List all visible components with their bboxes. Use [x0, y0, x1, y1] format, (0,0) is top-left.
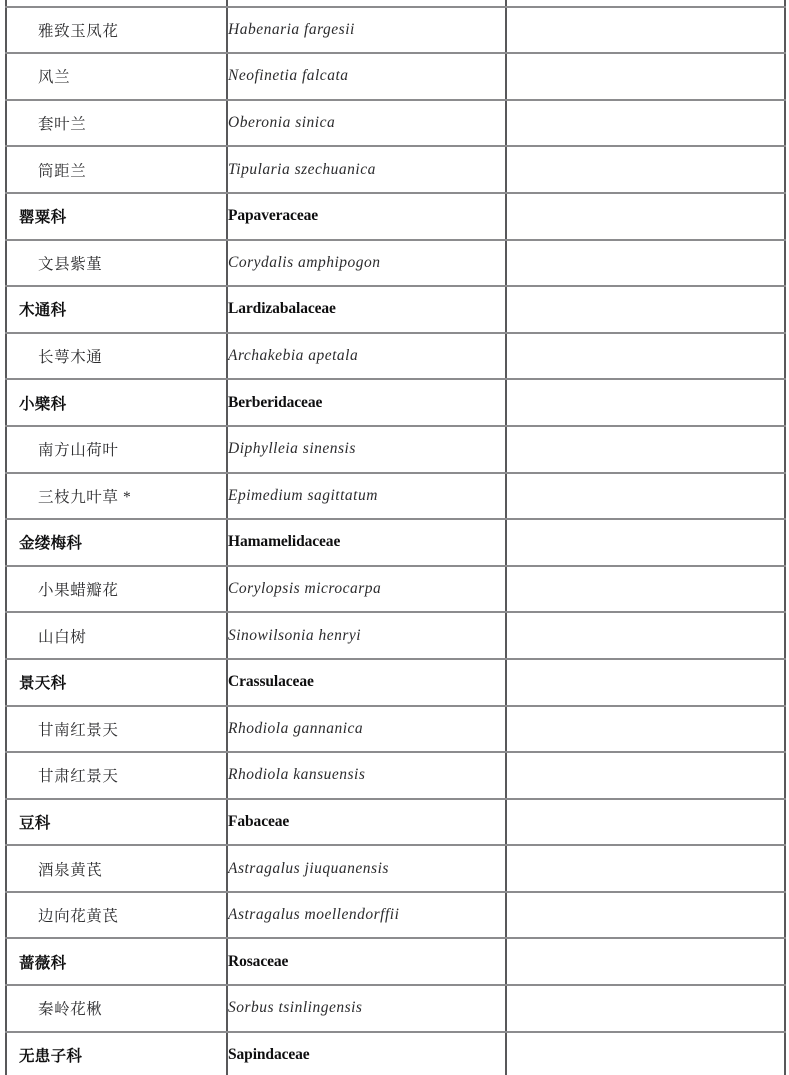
species-name-chinese: 南方山荷叶 [6, 426, 227, 473]
notes-cell [506, 100, 785, 147]
table-row-species [6, 566, 785, 613]
species-name-chinese: 秦岭花楸 [6, 985, 227, 1032]
notes-cell [506, 53, 785, 100]
family-name-latin: Lardizabalaceae [227, 286, 506, 333]
table-row-family [6, 379, 785, 426]
table-row-family [6, 659, 785, 706]
table-viewport [5, 0, 784, 1075]
family-name-latin: Fabaceae [227, 799, 506, 846]
species-name-latin: Corydalis amphipogon [227, 240, 506, 287]
species-name-latin: Sinowilsonia henryi [227, 612, 506, 659]
family-name-chinese: 小檗科 [6, 379, 227, 426]
species-name-chinese: 雅致玉凤花 [6, 7, 227, 54]
notes-cell [506, 146, 785, 193]
notes-cell [506, 519, 785, 566]
species-name-latin: Rhodiola gannanica [227, 706, 506, 753]
species-name-latin: Habenaria fargesii [227, 7, 506, 54]
table-row-species [6, 706, 785, 753]
species-name-latin: Archakebia apetala [227, 333, 506, 380]
notes-cell [506, 659, 785, 706]
species-name-latin: Tipularia szechuanica [227, 146, 506, 193]
table-row-species [6, 53, 785, 100]
notes-cell [506, 752, 785, 799]
table-cell-partial [227, 0, 506, 7]
table-row-species [6, 100, 785, 147]
table-row-species [6, 426, 785, 473]
table-row-family [6, 938, 785, 985]
family-name-latin: Berberidaceae [227, 379, 506, 426]
notes-cell [506, 333, 785, 380]
notes-cell [506, 845, 785, 892]
notes-cell [506, 193, 785, 240]
notes-cell [506, 706, 785, 753]
species-name-chinese: 风兰 [6, 53, 227, 100]
table-row-species [6, 146, 785, 193]
notes-cell [506, 473, 785, 520]
notes-cell [506, 240, 785, 287]
table-row-species [6, 333, 785, 380]
notes-cell [506, 1032, 785, 1075]
species-name-chinese: 山白树 [6, 612, 227, 659]
notes-cell [506, 286, 785, 333]
table-row-partial-top [6, 0, 785, 7]
notes-cell [506, 985, 785, 1032]
family-name-latin: Sapindaceae [227, 1032, 506, 1075]
notes-cell [506, 892, 785, 939]
notes-cell [506, 426, 785, 473]
species-name-latin: Neofinetia falcata [227, 53, 506, 100]
table-row-species [6, 7, 785, 54]
species-name-latin: Corylopsis microcarpa [227, 566, 506, 613]
family-name-latin: Rosaceae [227, 938, 506, 985]
species-name-chinese: 小果蜡瓣花 [6, 566, 227, 613]
notes-cell [506, 612, 785, 659]
notes-cell [506, 799, 785, 846]
notes-cell [506, 566, 785, 613]
notes-cell [506, 938, 785, 985]
table-row-species [6, 473, 785, 520]
species-name-chinese: 三枝九叶草 * [6, 473, 227, 520]
table-row-family [6, 286, 785, 333]
species-name-chinese: 筒距兰 [6, 146, 227, 193]
family-name-chinese: 无患子科 [6, 1032, 227, 1075]
family-name-latin: Papaveraceae [227, 193, 506, 240]
family-name-chinese: 蔷薇科 [6, 938, 227, 985]
table-cell-partial [506, 0, 785, 7]
species-name-chinese: 甘南红景天 [6, 706, 227, 753]
family-name-chinese: 豆科 [6, 799, 227, 846]
table-row-family [6, 519, 785, 566]
species-name-latin: Sorbus tsinlingensis [227, 985, 506, 1032]
table-row-species [6, 240, 785, 287]
family-name-chinese: 木通科 [6, 286, 227, 333]
family-name-latin: Crassulaceae [227, 659, 506, 706]
species-name-latin: Epimedium sagittatum [227, 473, 506, 520]
species-table [5, 0, 786, 1075]
table-cell-partial [6, 0, 227, 7]
species-name-chinese: 边向花黄芪 [6, 892, 227, 939]
table-row-family [6, 193, 785, 240]
species-name-latin: Oberonia sinica [227, 100, 506, 147]
table-row-species [6, 985, 785, 1032]
table-row-species [6, 612, 785, 659]
table-row-family [6, 799, 785, 846]
table-row-species [6, 892, 785, 939]
species-name-chinese: 套叶兰 [6, 100, 227, 147]
table-row-family [6, 1032, 785, 1075]
species-name-latin: Astragalus moellendorffii [227, 892, 506, 939]
table-row-species [6, 752, 785, 799]
species-name-chinese: 酒泉黄芪 [6, 845, 227, 892]
notes-cell [506, 379, 785, 426]
species-name-latin: Rhodiola kansuensis [227, 752, 506, 799]
family-name-chinese: 景天科 [6, 659, 227, 706]
table-body [6, 0, 785, 1075]
species-name-chinese: 长萼木通 [6, 333, 227, 380]
family-name-latin: Hamamelidaceae [227, 519, 506, 566]
species-name-chinese: 文县紫堇 [6, 240, 227, 287]
species-name-latin: Astragalus jiuquanensis [227, 845, 506, 892]
species-name-chinese: 甘肃红景天 [6, 752, 227, 799]
species-name-latin: Diphylleia sinensis [227, 426, 506, 473]
notes-cell [506, 7, 785, 54]
family-name-chinese: 金缕梅科 [6, 519, 227, 566]
family-name-chinese: 罂粟科 [6, 193, 227, 240]
table-row-species [6, 845, 785, 892]
